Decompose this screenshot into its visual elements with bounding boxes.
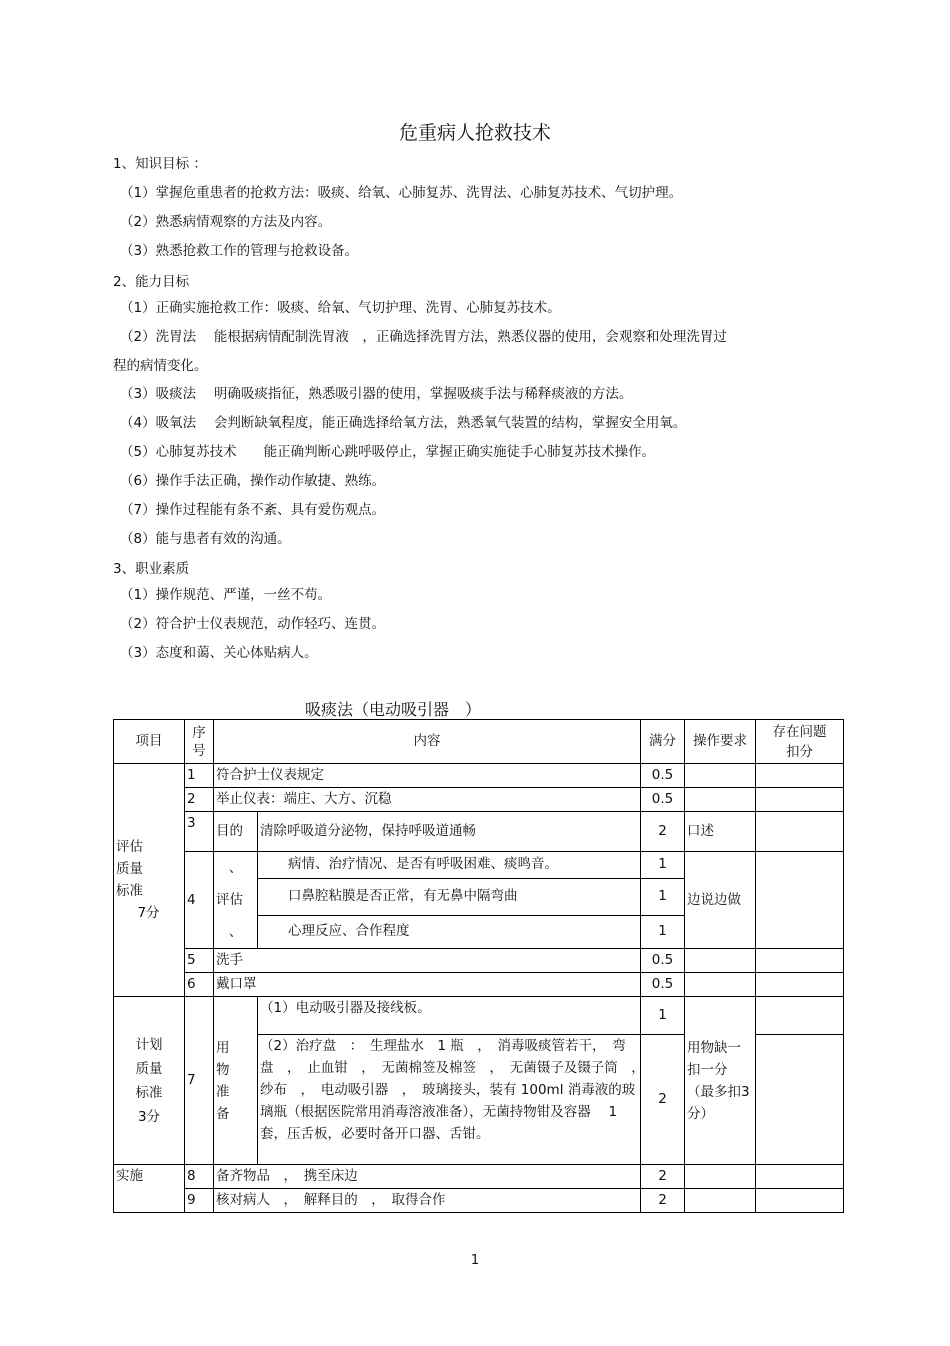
objective-line: （6）操作手法正确，操作动作敏捷、熟练。 [120,473,386,489]
content: 病情、治疗情况、是否有呼吸困难、痰鸣音。 [258,852,641,879]
header-score: 满分 [641,720,685,764]
content: 戴口罩 [214,973,641,997]
req: 口述 [685,812,756,852]
content: 洗手 [214,949,641,973]
seq: 9 [185,1189,214,1213]
content: 举止仪表：端庄、大方、沉稳 [214,788,641,812]
seq: 4 [185,852,214,949]
group-planning: 计划 质量 标准 3分 [114,997,185,1165]
group-implementation: 实施 [114,1165,185,1213]
objective-line: （1）掌握危重患者的抢救方法：吸痰、给氧、心肺复苏、洗胃法、心肺复苏技术、气切护理。 [120,185,683,201]
seq: 2 [185,788,214,812]
objective-line: 2、能力目标 [113,274,190,290]
content: （1）电动吸引器及接线板。 [258,997,641,1035]
content: 备齐物品 ， 携至床边 [214,1165,641,1189]
table-row [114,973,844,997]
score: 2 [641,1165,685,1189]
sub-label: 用 物 准 备 [214,997,258,1165]
objective-line: （2）符合护士仪表规范，动作轻巧、连贯。 [120,616,386,632]
header-item: 项目 [114,720,185,764]
header-content: 内容 [214,720,641,764]
objective-line: 3、职业素质 [113,561,190,577]
header-req: 操作要求 [685,720,756,764]
header-seq: 序 号 [185,720,214,764]
table-row [114,1189,844,1213]
table-row [114,812,844,852]
content: 心理反应、合作程度 [258,915,641,948]
seq: 3 [185,812,214,852]
seq: 5 [185,949,214,973]
content: 清除呼吸道分泌物，保持呼吸道通畅 [258,812,641,852]
objective-line: （7）操作过程能有条不紊、具有爱伤观点。 [120,502,386,518]
page-number: 1 [470,1253,480,1268]
header-issue: 存在问题 扣分 [756,720,844,764]
objective-line: （3）吸痰法 明确吸痰指征，熟悉吸引器的使用，掌握吸痰手法与稀释痰液的方法。 [120,386,633,402]
table-row [114,788,844,812]
score: 2 [641,1035,685,1165]
table-row [114,764,844,788]
content: 核对病人 ， 解释目的 ， 取得合作 [214,1189,641,1213]
content: 口鼻腔粘膜是否正常，有无鼻中隔弯曲 [258,878,641,915]
objective-line: （2）洗胃法 能根据病情配制洗胃液 ，正确选择洗胃方法，熟悉仪器的使用，会观察和处理洗胃过 [120,329,727,345]
group-assessment: 评估 质量 标准 7分 [114,764,185,997]
score: 1 [641,915,685,948]
score: 2 [641,1189,685,1213]
objective-line: 程的病情变化。 [113,358,208,374]
seq: 1 [185,764,214,788]
scoring-table [113,719,844,1213]
sub-label: 目的 [214,812,258,852]
seq: 8 [185,1165,214,1189]
page-title: 危重病人抢救技术 [398,122,551,144]
seq: 7 [185,997,214,1165]
score: 0.5 [641,973,685,997]
table-row [114,949,844,973]
objective-line: 1、知识目标 ： [113,156,207,172]
objective-line: （2）熟悉病情观察的方法及内容。 [120,214,332,230]
score: 0.5 [641,788,685,812]
objective-line: （8）能与患者有效的沟通。 [120,531,291,547]
objective-line: （3）态度和蔼、关心体贴病人。 [120,645,318,661]
score: 1 [641,878,685,915]
table-row [114,852,844,879]
req: 用物缺一扣一分（最多扣3分） [685,997,756,1165]
score: 2 [641,812,685,852]
req: 边说边做 [685,852,756,949]
seq: 6 [185,973,214,997]
content: （2）治疗盘 ： 生理盐水 1 瓶 ， 消毒吸痰管若干， 弯盘 ， 止血钳 ， 无菌棉签及棉签 ， 无菌镊子及镊子筒 ， 纱布 ， 电动吸引器 ， 玻璃接头，装有 100ml 消毒液的玻璃瓶（根据医院常用消毒溶液准备），无菌持物钳及容器 1套，压舌板，必要时备开口器、舌钳。 [258,1035,641,1165]
table-title: 吸痰法（电动吸引器 ） [305,700,482,719]
table-row [114,997,844,1035]
score: 0.5 [641,764,685,788]
objective-line: （5）心肺复苏技术 能正确判断心跳呼吸停止，掌握正确实施徒手心肺复苏技术操作。 [120,444,656,460]
table-header-row [114,720,844,764]
objective-line: （1）正确实施抢救工作：吸痰、给氧、气切护理、洗胃、心肺复苏技术。 [120,300,561,316]
content: 符合护士仪表规定 [214,764,641,788]
table-row [114,1165,844,1189]
score: 0.5 [641,949,685,973]
objective-line: （1）操作规范、严谨，一丝不苟。 [120,587,332,603]
sub-label: 、 评估 、 [214,852,258,949]
objective-line: （4）吸氧法 会判断缺氧程度，能正确选择给氧方法，熟悉氧气装置的结构，掌握安全用氧。 [120,415,687,431]
score: 1 [641,852,685,879]
objective-line: （3）熟悉抢救工作的管理与抢救设备。 [120,243,359,259]
score: 1 [641,997,685,1035]
